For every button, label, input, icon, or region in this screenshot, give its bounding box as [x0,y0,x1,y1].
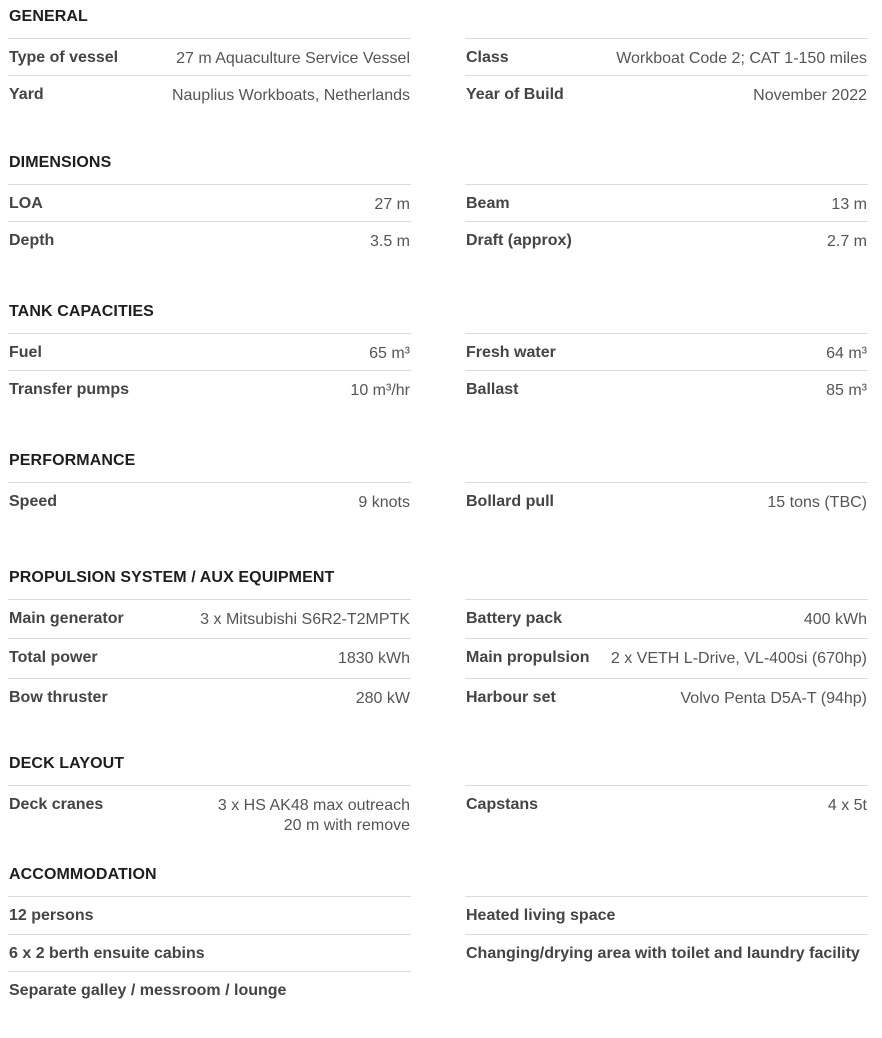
spec-label: Depth [9,232,55,249]
section-title: PERFORMANCE [9,452,136,469]
spec-value: November 2022 [753,87,867,104]
spec-label: Total power [9,649,98,666]
spec-column-right [465,333,868,407]
spec-row [465,785,868,842]
section-title: DECK LAYOUT [9,755,125,772]
spec-row [8,184,411,221]
spec-value: 280 kW [355,690,410,707]
spec-column-right [465,482,868,519]
spec-column-left [8,184,411,258]
spec-value-line: 20 m with remove [283,817,410,834]
spec-label: Class [466,49,509,66]
spec-label: Year of Build [466,86,564,103]
spec-label: Yard [9,86,44,103]
spec-label: Type of vessel [9,49,119,66]
spec-label: Fuel [9,344,42,361]
spec-value-line: 3 x HS AK48 max outreach [217,797,410,814]
spec-row [8,482,411,519]
spec-column-right [465,184,868,258]
spec-label: Beam [466,195,510,212]
spec-row [465,333,868,370]
spec-label: Main generator [9,610,124,627]
spec-row [8,333,411,370]
spec-value: 4 x 5t [827,797,867,814]
spec-column-left [8,482,411,519]
spec-row [465,370,868,407]
spec-value: Workboat Code 2; CAT 1-150 miles [616,50,867,67]
spec-label: Fresh water [466,344,556,361]
spec-value: 64 m³ [826,345,867,362]
spec-row [465,184,868,221]
spec-label: Bollard pull [466,493,554,510]
spec-label: Heated living space [466,907,616,924]
spec-value: 65 m³ [369,345,410,362]
spec-column-left [8,785,411,842]
spec-label: Draft (approx) [466,232,572,249]
spec-row [465,678,868,718]
spec-value: 3 x Mitsubishi S6R2-T2MPTK [200,611,410,628]
spec-row [8,785,411,842]
spec-row [465,482,868,519]
spec-label: Bow thruster [9,689,108,706]
spec-label: 12 persons [9,907,94,924]
spec-value: 27 m [374,196,410,213]
section-title: ACCOMMODATION [9,866,157,883]
spec-row [465,638,868,678]
spec-column-left [8,333,411,407]
section-title: GENERAL [9,8,88,25]
spec-value: 2.7 m [826,233,867,250]
spec-label: Main propulsion [466,649,590,666]
spec-value: 2 x VETH L-Drive, VL-400si (670hp) [610,650,867,667]
spec-label: Transfer pumps [9,381,130,398]
spec-row [8,638,411,678]
spec-row [8,75,411,112]
spec-value: 85 m³ [826,382,867,399]
spec-row [8,38,411,75]
spec-row [465,934,868,971]
spec-row [465,221,868,258]
spec-label: Separate galley / messroom / lounge [9,982,287,999]
spec-row [465,599,868,638]
spec-row [8,934,411,971]
spec-label: Deck cranes [9,796,104,813]
spec-column-right [465,38,868,112]
spec-label: Changing/drying area with toilet and laundry facility [466,945,860,962]
spec-label: Battery pack [466,610,563,627]
spec-value: 3.5 m [369,233,410,250]
spec-column-right [465,896,868,971]
spec-column-right [465,599,868,718]
spec-label: Speed [9,493,58,510]
spec-row [465,38,868,75]
spec-label: Harbour set [466,689,556,706]
spec-column-left [8,896,411,1008]
spec-value: Volvo Penta D5A-T (94hp) [680,690,867,707]
spec-label: Capstans [466,796,539,813]
spec-row [8,599,411,638]
spec-value: Nauplius Workboats, Netherlands [171,87,410,104]
spec-value: 13 m [831,196,867,213]
spec-column-right [465,785,868,842]
spec-row [8,678,411,718]
spec-label: 6 x 2 berth ensuite cabins [9,945,205,962]
spec-row [8,221,411,258]
spec-value: 9 knots [358,494,410,511]
section-title: TANK CAPACITIES [9,303,154,320]
spec-row [465,896,868,934]
spec-value: 15 tons (TBC) [767,494,867,511]
spec-value: 27 m Aquaculture Service Vessel [176,50,410,67]
spec-row [8,370,411,407]
spec-column-left [8,599,411,718]
spec-value: 10 m³/hr [350,382,410,399]
spec-value: 1830 kWh [337,650,410,667]
spec-value [218,796,410,836]
section-title: DIMENSIONS [9,154,112,171]
spec-row [465,75,868,112]
spec-value: 400 kWh [803,611,867,628]
spec-label: Ballast [466,381,519,398]
spec-label: LOA [9,195,43,212]
spec-row [8,971,411,1008]
spec-column-left [8,38,411,112]
section-title: PROPULSION SYSTEM / AUX EQUIPMENT [9,569,335,586]
spec-row [8,896,411,934]
